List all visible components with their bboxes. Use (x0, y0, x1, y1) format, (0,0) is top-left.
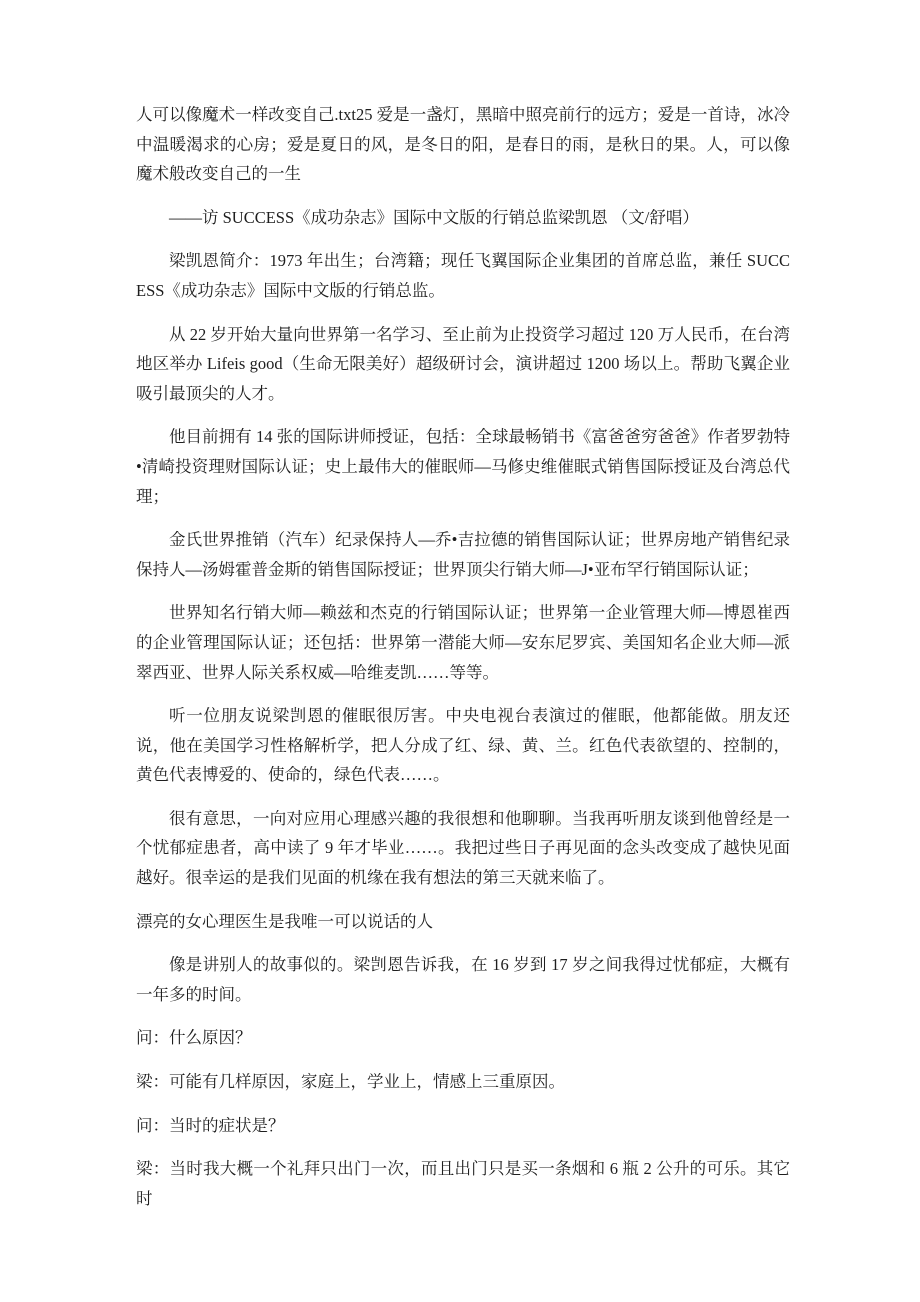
paragraph-certs-3: 世界知名行销大师—赖兹和杰克的行销国际认证；世界第一企业管理大师—博恩崔西的企业管理国际认证；还包括：世界第一潜能大师—安东尼罗宾、美国知名企业大师—派翠西亚、世界人际关系权威—哈维麦凯……等等。 (136, 603, 790, 682)
paragraph-bio: 梁凯恩简介：1973 年出生；台湾籍；现任飞翼国际企业集团的首席总监，兼任 SUCCESS《成功杂志》国际中文版的行销总监。 (136, 251, 790, 300)
paragraph-answer-2: 梁：当时我大概一个礼拜只出门一次，而且出门只是买一条烟和 6 瓶 2 公升的可乐。其它时 (136, 1159, 790, 1208)
paragraph-question-2: 问：当时的症状是？ (136, 1115, 285, 1135)
paragraph-certs-2: 金氏世界推销（汽车）纪录保持人—乔•吉拉德的销售国际认证；世界房地产销售纪录保持人—汤姆霍普金斯的销售国际授证；世界顶尖行销大师—J•亚布罕行销国际认证； (136, 530, 790, 579)
paragraph-learning: 从 22 岁开始大量向世界第一名学习、至止前为止投资学习超过 120 万人民币，在台湾地区举办 Lifeis good（生命无限美好）超级研讨会，演讲超过 1200 场以上。帮助飞翼企业吸引最顶尖的人才。 (136, 324, 790, 403)
paragraph-byline: ——访 SUCCESS《成功杂志》国际中文版的行销总监梁凯恩 （文/舒唱） (169, 207, 699, 227)
paragraph-hypnosis: 听一位朋友说梁剀恩的催眠很厉害。中央电视台表演过的催眠，他都能做。朋友还说，他在美国学习性格解析学，把人分成了红、绿、黄、兰。红色代表欲望的、控制的，黄色代表博爱的、使命的，绿色代表……。 (136, 706, 790, 785)
paragraph-meeting: 很有意思，一向对应用心理感兴趣的我很想和他聊聊。当我再听朋友谈到他曾经是一个忧郁症患者，高中读了 9 年才毕业……。我把过些日子再见面的念头改变成了越快见面越好。很幸运的是我们见面的机缘在我有想法的第三天就来临了。 (136, 808, 790, 888)
paragraph-answer-1: 梁：可能有几样原因，家庭上，学业上，情感上三重原因。 (136, 1072, 565, 1092)
paragraph-story: 像是讲别人的故事似的。梁剀恩告诉我，在 16 岁到 17 岁之间我得过忧郁症，大概有一年多的时间。 (136, 955, 790, 1004)
paragraph-intro: 人可以像魔术一样改变自己.txt25 爱是一盏灯，黑暗中照亮前行的远方；爱是一首诗，冰冷中温暖渴求的心房；爱是夏日的风，是冬日的阳，是春日的雨，是秋日的果。人，可以像魔术般改变自己的一生 (136, 105, 790, 184)
paragraph-section-heading: 漂亮的女心理医生是我唯一可以说话的人 (136, 911, 433, 931)
paragraph-certs-1: 他目前拥有 14 张的国际讲师授证，包括：全球最畅销书《富爸爸穷爸爸》作者罗勃特•清崎投资理财国际认证；史上最伟大的催眠师—马修史维催眠式销售国际授证及台湾总代理； (136, 427, 790, 506)
paragraph-question-1: 问：什么原因？ (136, 1028, 252, 1048)
